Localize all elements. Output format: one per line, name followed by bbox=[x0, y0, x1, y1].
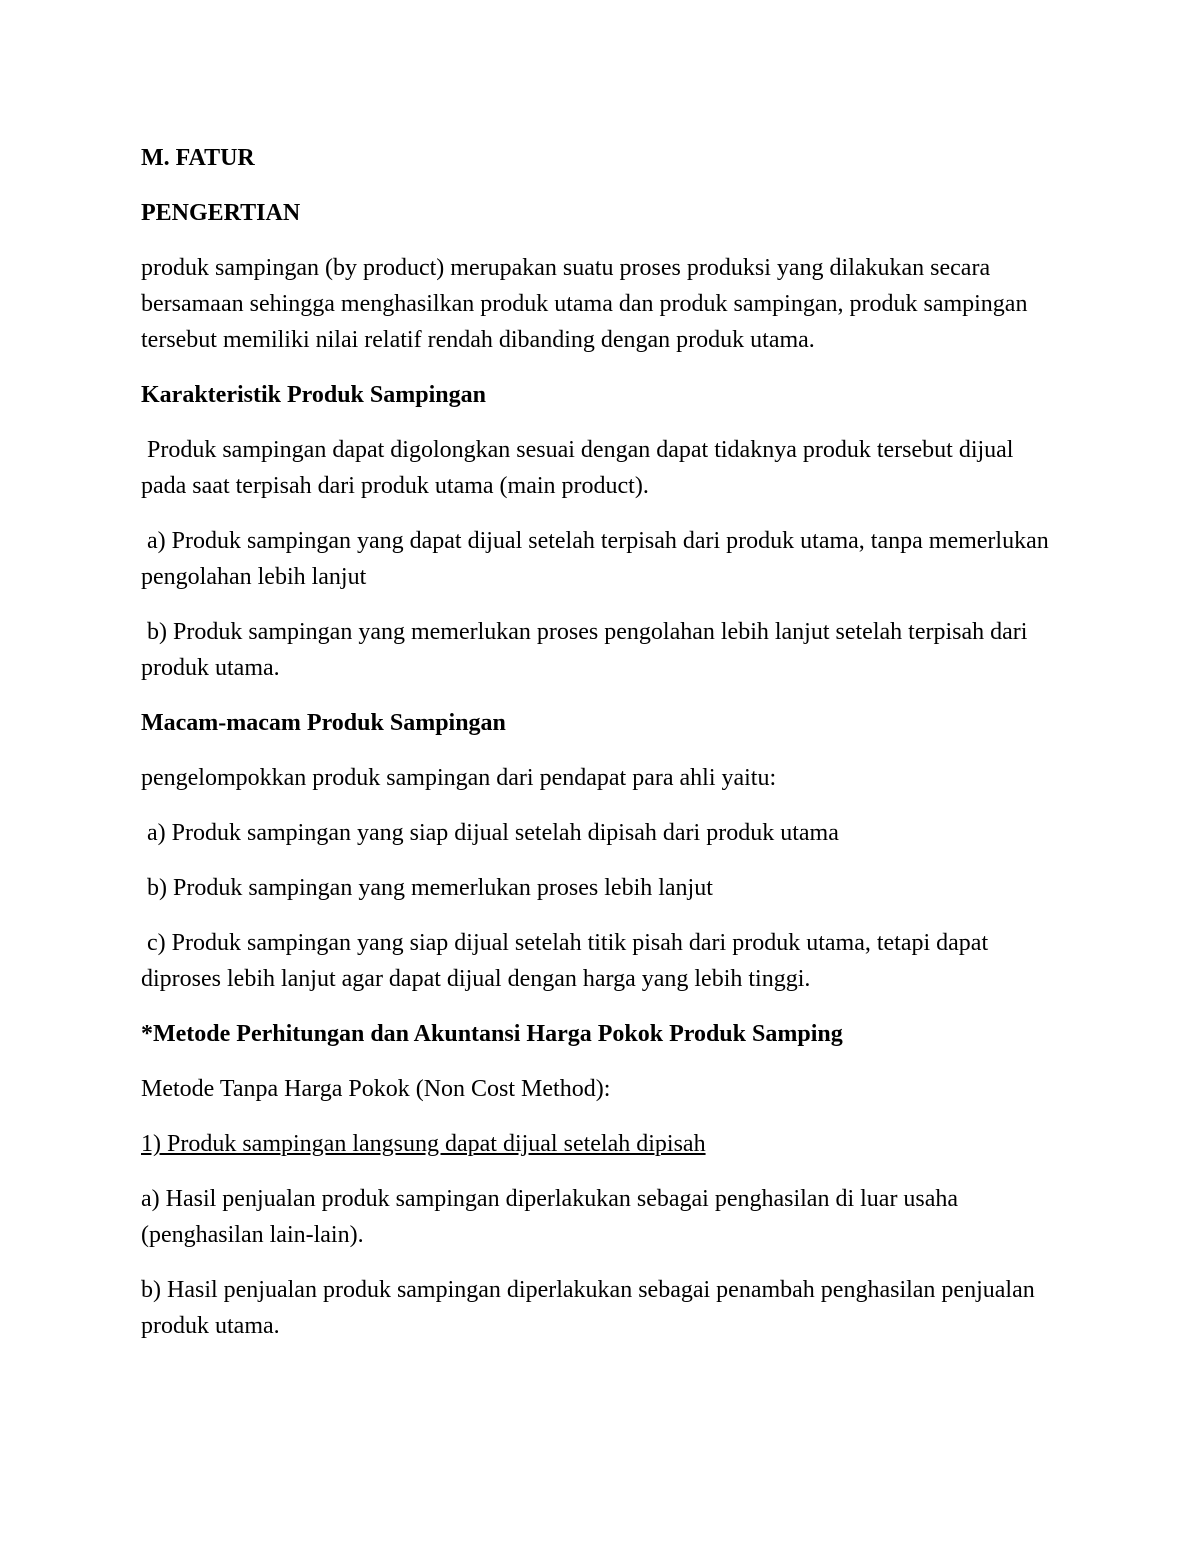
list-item: b) Produk sampingan yang memerlukan proses lebih lanjut bbox=[141, 875, 713, 901]
list-item: a) Hasil penjualan produk sampingan diperlakukan sebagai penghasilan di luar usaha (penghasilan lain-lain). bbox=[141, 1186, 965, 1248]
author-name: M. FATUR bbox=[141, 145, 255, 171]
paragraph-karakteristik-intro: Produk sampingan dapat digolongkan sesuai dengan dapat tidaknya produk tersebut dijual pada saat terpisah dari produk utama (main product). bbox=[141, 437, 1020, 499]
heading-karakteristik: Karakteristik Produk Sampingan bbox=[141, 382, 486, 408]
list-item: a) Produk sampingan yang siap dijual setelah dipisah dari produk utama bbox=[141, 820, 839, 846]
heading-metode: *Metode Perhitungan dan Akuntansi Harga Pokok Produk Samping bbox=[141, 1021, 843, 1047]
paragraph-pengertian: produk sampingan (by product) merupakan suatu proses produksi yang dilakukan secara bersamaan sehingga menghasilkan produk utama dan produk sampingan, produk sampingan tersebut memiliki nilai relatif rendah dibanding dengan produk utama. bbox=[141, 255, 1034, 353]
list-item: b) Produk sampingan yang memerlukan proses pengolahan lebih lanjut setelah terpisah dari produk utama. bbox=[141, 619, 1034, 681]
heading-pengertian: PENGERTIAN bbox=[141, 200, 301, 226]
list-item: a) Produk sampingan yang dapat dijual setelah terpisah dari produk utama, tanpa memerlukan pengolahan lebih lanjut bbox=[141, 528, 1055, 590]
list-item: b) Hasil penjualan produk sampingan diperlakukan sebagai penambah penghasilan penjualan produk utama. bbox=[141, 1277, 1041, 1339]
heading-macam: Macam-macam Produk Sampingan bbox=[141, 710, 506, 736]
subheading-metode: Metode Tanpa Harga Pokok (Non Cost Method): bbox=[141, 1076, 611, 1102]
list-item: c) Produk sampingan yang siap dijual setelah titik pisah dari produk utama, tetapi dapat diproses lebih lanjut agar dapat dijual dengan harga yang lebih tinggi. bbox=[141, 930, 995, 992]
subsection-title: 1) Produk sampingan langsung dapat dijual setelah dipisah bbox=[141, 1131, 706, 1157]
paragraph-macam-intro: pengelompokkan produk sampingan dari pendapat para ahli yaitu: bbox=[141, 765, 777, 791]
